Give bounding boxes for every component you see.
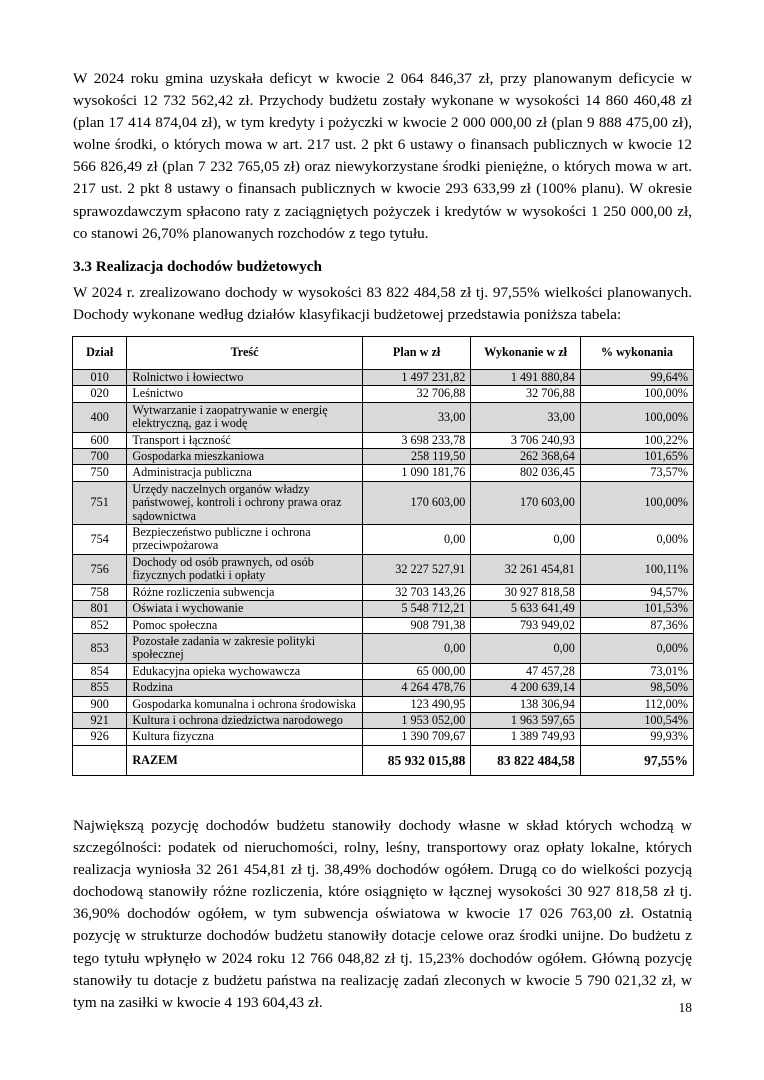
cell-plan: 0,00 bbox=[362, 525, 471, 555]
cell-tresc: Dochody od osób prawnych, od osób fizycznych podatki i opłaty bbox=[127, 554, 362, 584]
cell-plan: 1 090 181,76 bbox=[362, 465, 471, 481]
cell-dzial: 921 bbox=[73, 712, 127, 728]
cell-tresc: Rodzina bbox=[127, 680, 362, 696]
table-row bbox=[73, 696, 694, 712]
table-row bbox=[73, 432, 694, 448]
cell-wykonanie: 0,00 bbox=[471, 525, 580, 555]
summary-paragraph: Największą pozycję dochodów budżetu stanowiły dochody własne w skład których wchodzą w szczególności: podatek od nieruchomości, rolny, leśny, transportowy oraz opłaty lokalne, których realizacja wyniosła 32 261 454,81 zł tj. 38,49% dochodów ogółem. Drugą co do wielkości pozycją dochodową stanowiły różne rozliczenia, które osiągnięto w łącznej wysokości 30 927 818,58 zł tj. 36,90% dochodów ogółem, w tym subwencja oświatowa w kwocie 17 026 763,00 zł. Ostatnią pozycję w strukturze dochodów budżetu stanowiły dotacje celowe oraz środki unijne. Do budżetu z tego tytułu wpłynęło w 2024 roku 12 766 048,82 zł tj. 15,23% dochodów ogółem. Główną pozycję stanowiły tu dotacje z budżetu państwa na realizację zadań zleconych w kwocie 5 790 021,32 zł, w tym na zasiłki w kwocie 4 193 604,43 zł. bbox=[73, 817, 692, 1011]
cell-procent: 0,00% bbox=[580, 525, 693, 555]
cell-dzial: 754 bbox=[73, 525, 127, 555]
table-row bbox=[73, 465, 694, 481]
cell-plan: 1 497 231,82 bbox=[362, 370, 471, 386]
table-row bbox=[73, 386, 694, 402]
cell-tresc: Kultura i ochrona dziedzictwa narodowego bbox=[127, 712, 362, 728]
cell-tresc: Gospodarka mieszkaniowa bbox=[127, 449, 362, 465]
cell-tresc: Administracja publiczna bbox=[127, 465, 362, 481]
cell-procent: 101,65% bbox=[580, 449, 693, 465]
total-cell-tresc: RAZEM bbox=[127, 745, 362, 775]
table-row bbox=[73, 712, 694, 728]
cell-procent: 100,11% bbox=[580, 554, 693, 584]
table-row bbox=[73, 680, 694, 696]
header-plan: Plan w zł bbox=[362, 337, 471, 370]
table-row bbox=[73, 729, 694, 745]
cell-wykonanie: 170 603,00 bbox=[471, 481, 580, 524]
cell-tresc: Urzędy naczelnych organów władzy państwowej, kontroli i ochrony prawa oraz sądownictwa bbox=[127, 481, 362, 524]
cell-plan: 123 490,95 bbox=[362, 696, 471, 712]
cell-plan: 170 603,00 bbox=[362, 481, 471, 524]
cell-dzial: 751 bbox=[73, 481, 127, 524]
cell-tresc: Pomoc społeczna bbox=[127, 617, 362, 633]
cell-procent: 87,36% bbox=[580, 617, 693, 633]
table-intro-paragraph: W 2024 r. zrealizowano dochody w wysokości 83 822 484,58 zł tj. 97,55% wielkości planowanych. Dochody wykonane według działów klasyfikacji budżetowej przedstawia poniższa tabela: bbox=[73, 284, 692, 324]
cell-plan: 1 953 052,00 bbox=[362, 712, 471, 728]
income-table bbox=[72, 336, 694, 776]
table-row bbox=[73, 449, 694, 465]
cell-tresc: Edukacyjna opieka wychowawcza bbox=[127, 663, 362, 679]
cell-wykonanie: 4 200 639,14 bbox=[471, 680, 580, 696]
cell-procent: 100,54% bbox=[580, 712, 693, 728]
cell-dzial: 854 bbox=[73, 663, 127, 679]
cell-dzial: 600 bbox=[73, 432, 127, 448]
cell-dzial: 020 bbox=[73, 386, 127, 402]
cell-dzial: 750 bbox=[73, 465, 127, 481]
cell-plan: 258 119,50 bbox=[362, 449, 471, 465]
header-procent: % wykonania bbox=[580, 337, 693, 370]
table-row bbox=[73, 525, 694, 555]
cell-dzial: 900 bbox=[73, 696, 127, 712]
header-dzial: Dział bbox=[73, 337, 127, 370]
cell-plan: 4 264 478,76 bbox=[362, 680, 471, 696]
cell-tresc: Transport i łączność bbox=[127, 432, 362, 448]
cell-procent: 73,01% bbox=[580, 663, 693, 679]
cell-procent: 100,00% bbox=[580, 386, 693, 402]
total-cell-wykonanie: 83 822 484,58 bbox=[471, 745, 580, 775]
cell-tresc: Gospodarka komunalna i ochrona środowiska bbox=[127, 696, 362, 712]
cell-plan: 32 227 527,91 bbox=[362, 554, 471, 584]
table-row bbox=[73, 402, 694, 432]
cell-wykonanie: 802 036,45 bbox=[471, 465, 580, 481]
section-heading: 3.3 Realizacja dochodów budżetowych bbox=[73, 258, 322, 275]
cell-wykonanie: 1 963 597,65 bbox=[471, 712, 580, 728]
total-cell-dzial bbox=[73, 745, 127, 775]
cell-procent: 100,00% bbox=[580, 481, 693, 524]
cell-wykonanie: 1 389 749,93 bbox=[471, 729, 580, 745]
cell-wykonanie: 30 927 818,58 bbox=[471, 584, 580, 600]
table-header-row bbox=[73, 337, 694, 370]
cell-procent: 99,64% bbox=[580, 370, 693, 386]
cell-dzial: 010 bbox=[73, 370, 127, 386]
cell-procent: 73,57% bbox=[580, 465, 693, 481]
cell-plan: 3 698 233,78 bbox=[362, 432, 471, 448]
cell-wykonanie: 5 633 641,49 bbox=[471, 601, 580, 617]
cell-procent: 100,22% bbox=[580, 432, 693, 448]
cell-wykonanie: 3 706 240,93 bbox=[471, 432, 580, 448]
table-body bbox=[73, 370, 694, 776]
cell-tresc: Rolnictwo i łowiectwo bbox=[127, 370, 362, 386]
table-row bbox=[73, 481, 694, 524]
cell-wykonanie: 33,00 bbox=[471, 402, 580, 432]
cell-tresc: Bezpieczeństwo publiczne i ochrona przeciwpożarowa bbox=[127, 525, 362, 555]
cell-plan: 0,00 bbox=[362, 633, 471, 663]
cell-plan: 65 000,00 bbox=[362, 663, 471, 679]
table-row bbox=[73, 663, 694, 679]
cell-dzial: 756 bbox=[73, 554, 127, 584]
table-row bbox=[73, 633, 694, 663]
cell-procent: 94,57% bbox=[580, 584, 693, 600]
table-row bbox=[73, 617, 694, 633]
cell-dzial: 852 bbox=[73, 617, 127, 633]
cell-plan: 32 703 143,26 bbox=[362, 584, 471, 600]
total-cell-plan: 85 932 015,88 bbox=[362, 745, 471, 775]
cell-dzial: 926 bbox=[73, 729, 127, 745]
cell-procent: 98,50% bbox=[580, 680, 693, 696]
cell-plan: 32 706,88 bbox=[362, 386, 471, 402]
cell-dzial: 700 bbox=[73, 449, 127, 465]
cell-procent: 100,00% bbox=[580, 402, 693, 432]
cell-dzial: 855 bbox=[73, 680, 127, 696]
table-row bbox=[73, 370, 694, 386]
table-row bbox=[73, 584, 694, 600]
cell-procent: 0,00% bbox=[580, 633, 693, 663]
cell-plan: 33,00 bbox=[362, 402, 471, 432]
header-tresc: Treść bbox=[127, 337, 362, 370]
table-row bbox=[73, 554, 694, 584]
cell-wykonanie: 32 706,88 bbox=[471, 386, 580, 402]
page-number: 18 bbox=[678, 1000, 692, 1015]
cell-wykonanie: 1 491 880,84 bbox=[471, 370, 580, 386]
cell-wykonanie: 793 949,02 bbox=[471, 617, 580, 633]
cell-plan: 1 390 709,67 bbox=[362, 729, 471, 745]
cell-tresc: Kultura fizyczna bbox=[127, 729, 362, 745]
header-wykonanie: Wykonanie w zł bbox=[471, 337, 580, 370]
cell-wykonanie: 138 306,94 bbox=[471, 696, 580, 712]
cell-tresc: Różne rozliczenia subwencja bbox=[127, 584, 362, 600]
cell-tresc: Oświata i wychowanie bbox=[127, 601, 362, 617]
cell-tresc: Leśnictwo bbox=[127, 386, 362, 402]
cell-dzial: 801 bbox=[73, 601, 127, 617]
cell-procent: 101,53% bbox=[580, 601, 693, 617]
total-cell-procent: 97,55% bbox=[580, 745, 693, 775]
cell-dzial: 758 bbox=[73, 584, 127, 600]
cell-wykonanie: 262 368,64 bbox=[471, 449, 580, 465]
cell-dzial: 853 bbox=[73, 633, 127, 663]
cell-procent: 112,00% bbox=[580, 696, 693, 712]
cell-plan: 5 548 712,21 bbox=[362, 601, 471, 617]
cell-wykonanie: 32 261 454,81 bbox=[471, 554, 580, 584]
table-total-row bbox=[73, 745, 694, 775]
cell-plan: 908 791,38 bbox=[362, 617, 471, 633]
cell-tresc: Wytwarzanie i zaopatrywanie w energię elektryczną, gaz i wodę bbox=[127, 402, 362, 432]
cell-procent: 99,93% bbox=[580, 729, 693, 745]
cell-tresc: Pozostałe zadania w zakresie polityki społecznej bbox=[127, 633, 362, 663]
intro-paragraph: W 2024 roku gmina uzyskała deficyt w kwocie 2 064 846,37 zł, przy planowanym deficycie w wysokości 12 732 562,42 zł. Przychody budżetu zostały wykonane w wysokości 14 860 460,48 zł (plan 17 414 874,04 zł), w tym kredyty i pożyczki w kwocie 2 000 000,00 zł (plan 9 888 475,00 zł), wolne środki, o których mowa w art. 217 ust. 2 pkt 6 ustawy o finansach publicznych w kwocie 12 566 826,49 zł (plan 7 232 765,05 zł) oraz niewykorzystane środki pieniężne, o których mowa w art. 217 ust. 2 pkt 8 ustawy o finansach publicznych w kwocie 293 633,99 zł (100% planu). W okresie sprawozdawczym spłacono raty z zaciągniętych pożyczek i kredytów w wysokości 1 250 000,00 zł, co stanowi 26,70% planowanych rozchodów z tego tytułu. bbox=[73, 70, 692, 242]
cell-dzial: 400 bbox=[73, 402, 127, 432]
cell-wykonanie: 0,00 bbox=[471, 633, 580, 663]
cell-wykonanie: 47 457,28 bbox=[471, 663, 580, 679]
table-row bbox=[73, 601, 694, 617]
